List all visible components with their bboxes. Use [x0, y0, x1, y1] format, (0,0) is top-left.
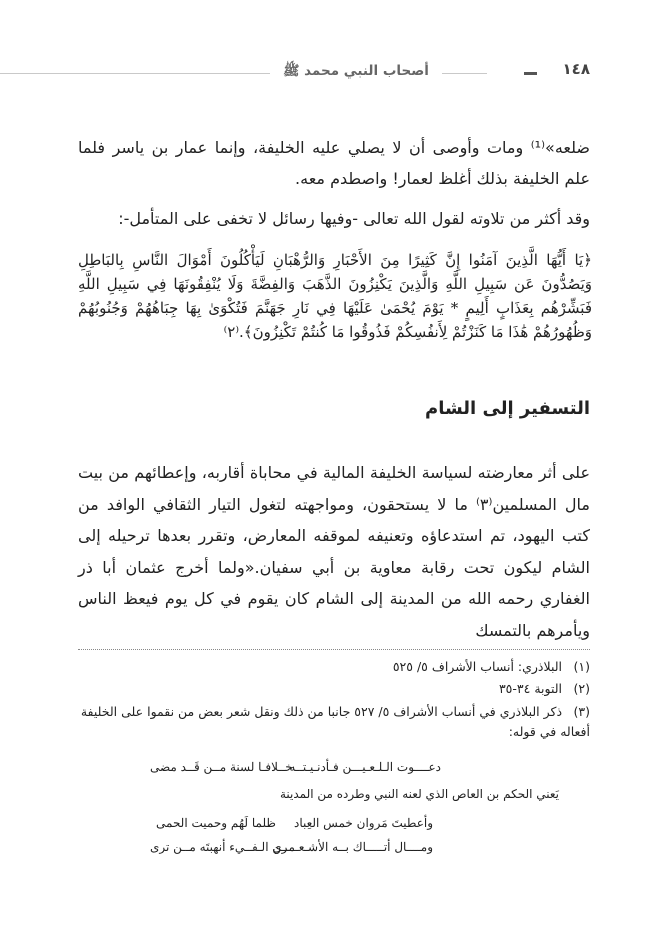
footnote-number: (٢)	[573, 681, 590, 696]
running-title: أصحاب النبي محمد ﷺ	[283, 63, 429, 79]
running-header	[0, 58, 669, 88]
paragraph-2: وقد أكثر من تلاوته لقول الله تعالى -وفيها رسائل لا تخفى على المتأمل-:	[118, 209, 590, 228]
poem-verse-3-first-hemistich: ومــــال أتـــــاك بــه الأشـعـــري	[272, 840, 433, 854]
header-rule	[0, 73, 270, 74]
page-number: ١٤٨	[562, 60, 590, 78]
paragraph-1: ضلعه»⁽¹⁾ ومات وأوصى أن لا يصلي عليه الخليفة، وإنما عمار بن ياسر فلما علم الخليفة بذلك أغلظ لعمار! واصطدم معه.	[78, 138, 590, 188]
footnote-text: التوبة ٣٤-٣٥	[498, 681, 563, 696]
footnote-1	[78, 657, 590, 677]
quran-quote: ﴿يَا أَيُّهَا الَّذِينَ آمَنُوا إِنَّ كَثِيرًا مِنَ الأَحْبَارِ وَالرُّهْبَانِ لَيَأْكُلُونَ أَمْوَالَ النَّاسِ بِالبَاطِلِ وَيَصُدُّونَ عَن سَبِيلِ اللَّهِ وَالَّذِينَ يَكْنِزُونَ الذَّهَبَ وَالفِضَّةَ وَلَا يُنْفِقُونَهَا فِي سَبِيلِ اللَّهِ فَبَشِّرْهُم بِعَذَابٍ أَلِيمٍ * يَوْمَ يُحْمَىٰ عَلَيْهَا فِي نَارِ جَهَنَّمَ فَتُكْوَىٰ بِهَا جِبَاهُهُمْ وَجُنُوبُهُمْ وَظُهُورُهُمْ هَٰذَا مَا كَنَزْتُمْ لِأَنفُسِكُمْ فَذُوقُوا مَا كُنتُمْ تَكْنِزُونَ﴾.⁽٢⁾	[78, 251, 592, 341]
footnote-number: (٣)	[573, 704, 590, 719]
footnote-number: (١)	[573, 659, 590, 674]
section-heading: التسفير إلى الشام	[425, 398, 590, 419]
poem-verse-1-second-hemistich: خــلافـا لسنة مــن قَــد مضى	[150, 760, 293, 774]
footnote-text: البلاذري: أنساب الأشراف ٥/ ٥٢٥	[392, 659, 563, 674]
header-rule-short	[442, 73, 487, 74]
poem-verse-2-first-hemistich: وأعطيتَ مَروان خمس العِباد	[293, 816, 433, 830]
header-dash	[524, 72, 537, 75]
paragraph-3: على أثر معارضته لسياسة الخليفة المالية في محاباة أقاربه، وإعطائهم من بيت مال المسلمين⁽٣⁾ ما لا يستحقون، ومواجهته لتغول التيار الثقافي الوافد من كتب اليهود، تم استدعاؤه وتعنيفه لموقفه المعارض، وتقرر بعدها ترحيله إلى الشام ليكون تحت رقابة معاوية بن أبي سفيان.«ولما أخرج عثمان أبا ذر الغفاري رحمه الله من المدينة إلى الشام كان يقوم في كل يوم فيعظ الناس ويأمرهم بالتمسك	[78, 463, 590, 640]
poem-verse-3-second-hemistich: مــن الـفــيء أنهبتَه مــن ترى	[150, 840, 295, 854]
footnote-divider	[78, 649, 590, 650]
footnote-2	[78, 679, 590, 699]
footnote-text: ذكر البلاذري في أنساب الأشراف ٥/ ٥٢٧ جانبا من ذلك ونقل شعر بعض من نقموا على الخليفة أفعاله في قوله:	[80, 704, 590, 739]
footnote-3	[78, 702, 590, 742]
poem-gloss: يَعني الحكم بن العاص الذي لعنه النبي وطرده من المدينة	[279, 787, 559, 801]
poem-verse-1-first-hemistich: دعــــوت الـلـعـيـــن فـأدنـيـتــه	[289, 760, 441, 774]
poem-verse-2-second-hemistich: ظلما لَهُم وحميت الحمى	[156, 816, 276, 830]
